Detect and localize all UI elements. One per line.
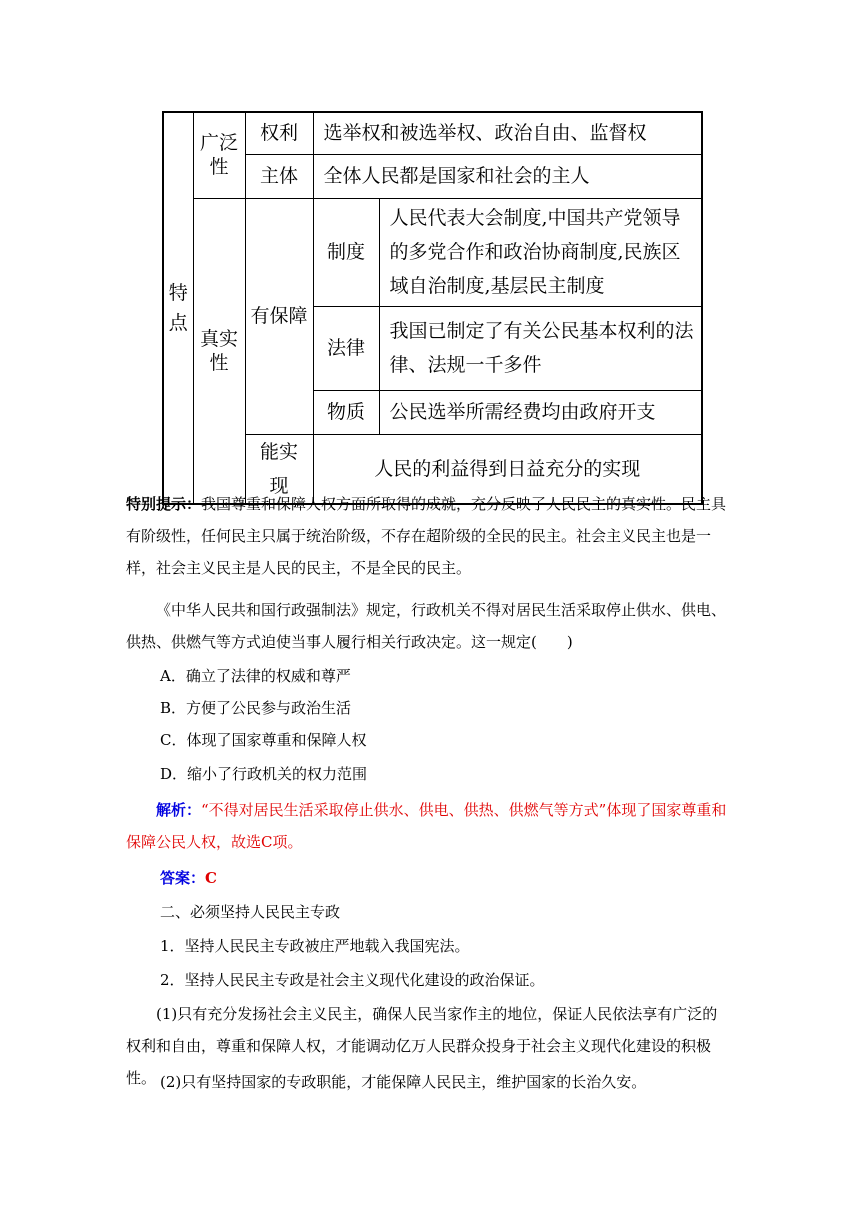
section-point-2-2: (2)只有坚持国家的专政职能，才能保障人民民主，维护国家的长治久安。 [160,1073,647,1091]
option-d: D．缩小了行政机关的权力范围 [160,765,368,783]
special-tip-label: 特别提示： [126,495,202,513]
table-cell-falv-value: 我国已制定了有关公民基本权利的法律、法规一千多件 [379,306,702,390]
table-cell-quanli-label: 权利 [245,112,313,154]
table-cell-zhuti-value: 全体人民都是国家和社会的主人 [313,154,702,198]
question-stem: 《中华人民共和国行政强制法》规定，行政机关不得对居民生活采取停止供水、供电、供热、供燃气等方式迫使当事人履行相关行政决定。这一规定( ) [126,601,727,651]
answer-label: 答案： [160,869,206,887]
special-tip [126,488,730,584]
section-point-2: 2．坚持人民民主专政是社会主义现代化建设的政治保证。 [160,971,545,989]
section-point-2-1: (1)只有充分发扬社会主义民主，确保人民当家作主的地位，保证人民依法享有广泛的权利和自由，尊重和保障人权，才能调动亿万人民群众投身于社会主义现代化建设的积极性。 [126,1005,718,1087]
analysis [126,794,730,858]
table-cell-zhidu-label: 制度 [313,198,379,306]
table-cell-zhenshixing: 真实性 [193,198,245,504]
answer [160,862,217,894]
special-tip-text: 我国尊重和保障人权方面所取得的成就，充分反映了人民民主的真实性。民主具有阶级性，任何民主只属于统治阶级，不存在超阶级的全民的民主。社会主义民主也是一样，社会主义民主是人民的民主，不是全民的民主。 [126,495,727,577]
option-b: B．方便了公民参与政治生活 [160,699,352,717]
answer-value: C [205,869,217,887]
section-point-1: 1．坚持人民民主专政被庄严地载入我国宪法。 [160,937,470,955]
table-cell-falv-label: 法律 [313,306,379,390]
table-cell-guangfanxing: 广泛性 [193,112,245,198]
table-cell-nengshixian-label: 能实现 [245,434,313,504]
table-cell-quanli-value: 选举权和被选举权、政治自由、监督权 [313,112,702,154]
option-a: A．确立了法律的权威和尊严 [160,667,351,685]
characteristics-table [162,111,703,497]
analysis-label: 解析： [156,801,202,819]
section-heading: 二、必须坚持人民民主专政 [160,903,341,921]
table-cell-youbaozhang: 有保障 [245,198,313,434]
analysis-text: “不得对居民生活采取停止供水、供电、供热、供燃气等方式”体现了国家尊重和保障公民人权，故选C项。 [126,801,727,851]
table-cell-wuzhi-label: 物质 [313,390,379,434]
table-cell-tedian: 特点 [163,112,193,504]
table-cell-wuzhi-value: 公民选举所需经费均由政府开支 [379,390,702,434]
option-c: C．体现了国家尊重和保障人权 [160,731,367,749]
table-cell-zhuti-label: 主体 [245,154,313,198]
table-cell-nengshixian-value: 人民的利益得到日益充分的实现 [313,434,702,504]
table-cell-zhidu-value: 人民代表大会制度,中国共产党领导的多党合作和政治协商制度,民族区域自治制度,基层民主制度 [379,198,702,306]
